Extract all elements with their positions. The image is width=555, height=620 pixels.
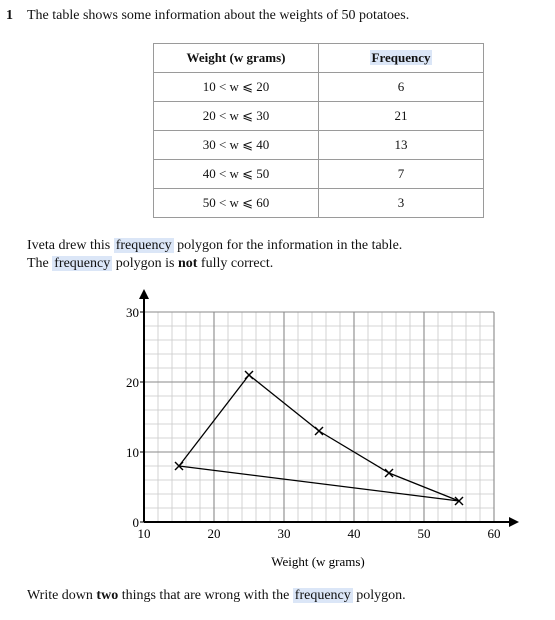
minor-gridlines (144, 312, 494, 522)
frequency-cell: 21 (319, 102, 484, 131)
text-fragment: polygon is (112, 256, 178, 271)
frequency-cell: 7 (319, 160, 484, 189)
x-axis-arrow (509, 517, 519, 527)
frequency-cell: 13 (319, 131, 484, 160)
frequency-highlight: frequency (294, 588, 351, 603)
weight-cell: 30 < w ⩽ 40 (154, 131, 319, 160)
text-fragment: fully correct. (197, 256, 274, 271)
frequency-highlight: frequency (54, 256, 111, 271)
weight-cell: 10 < w ⩽ 20 (154, 73, 319, 102)
y-axis-arrow (139, 289, 149, 299)
weight-cell: 20 < w ⩽ 30 (154, 102, 319, 131)
bold-word: not (177, 256, 198, 271)
y-tick-label: 10 (126, 445, 139, 460)
frequency-cell: 6 (319, 73, 484, 102)
frequency-highlight: frequency (115, 238, 172, 253)
frequency-cell: 3 (319, 189, 484, 218)
data-point-cross (315, 427, 323, 435)
data-point-cross (245, 371, 253, 379)
weight-cell: 40 < w ⩽ 50 (154, 160, 319, 189)
x-tick-label: 20 (207, 526, 221, 541)
text-fragment: The (27, 256, 53, 271)
axes (139, 289, 519, 527)
text-fragment: things that are wrong with the (118, 588, 293, 603)
y-tick-label: 0 (132, 515, 139, 530)
text-fragment: Iveta drew this (27, 238, 114, 253)
text-fragment: Write down (27, 588, 97, 603)
question-number: 1 (6, 8, 13, 23)
y-tick-label: 20 (126, 375, 139, 390)
text-fragment: polygon. (352, 588, 406, 603)
y-tick-label: 30 (126, 305, 139, 320)
x-tick-label: 10 (137, 526, 151, 541)
bold-word: two (96, 588, 119, 603)
weight-column-header: Weight (w grams) (154, 44, 319, 73)
data-point-cross (385, 469, 393, 477)
x-axis-label: Weight (w grams) (271, 554, 365, 569)
frequency-header-highlight: Frequency (371, 50, 431, 65)
x-tick-label: 30 (277, 526, 291, 541)
task-text (27, 588, 406, 604)
text-fragment: polygon for the information in the table. (173, 238, 403, 253)
major-gridlines (144, 312, 494, 522)
x-tick-label: 40 (347, 526, 361, 541)
weight-cell: 50 < w ⩽ 60 (154, 189, 319, 218)
question-intro: The table shows some information about the weights of 50 potatoes. (27, 8, 410, 23)
x-tick-label: 50 (417, 526, 431, 541)
x-tick-label: 60 (487, 526, 501, 541)
